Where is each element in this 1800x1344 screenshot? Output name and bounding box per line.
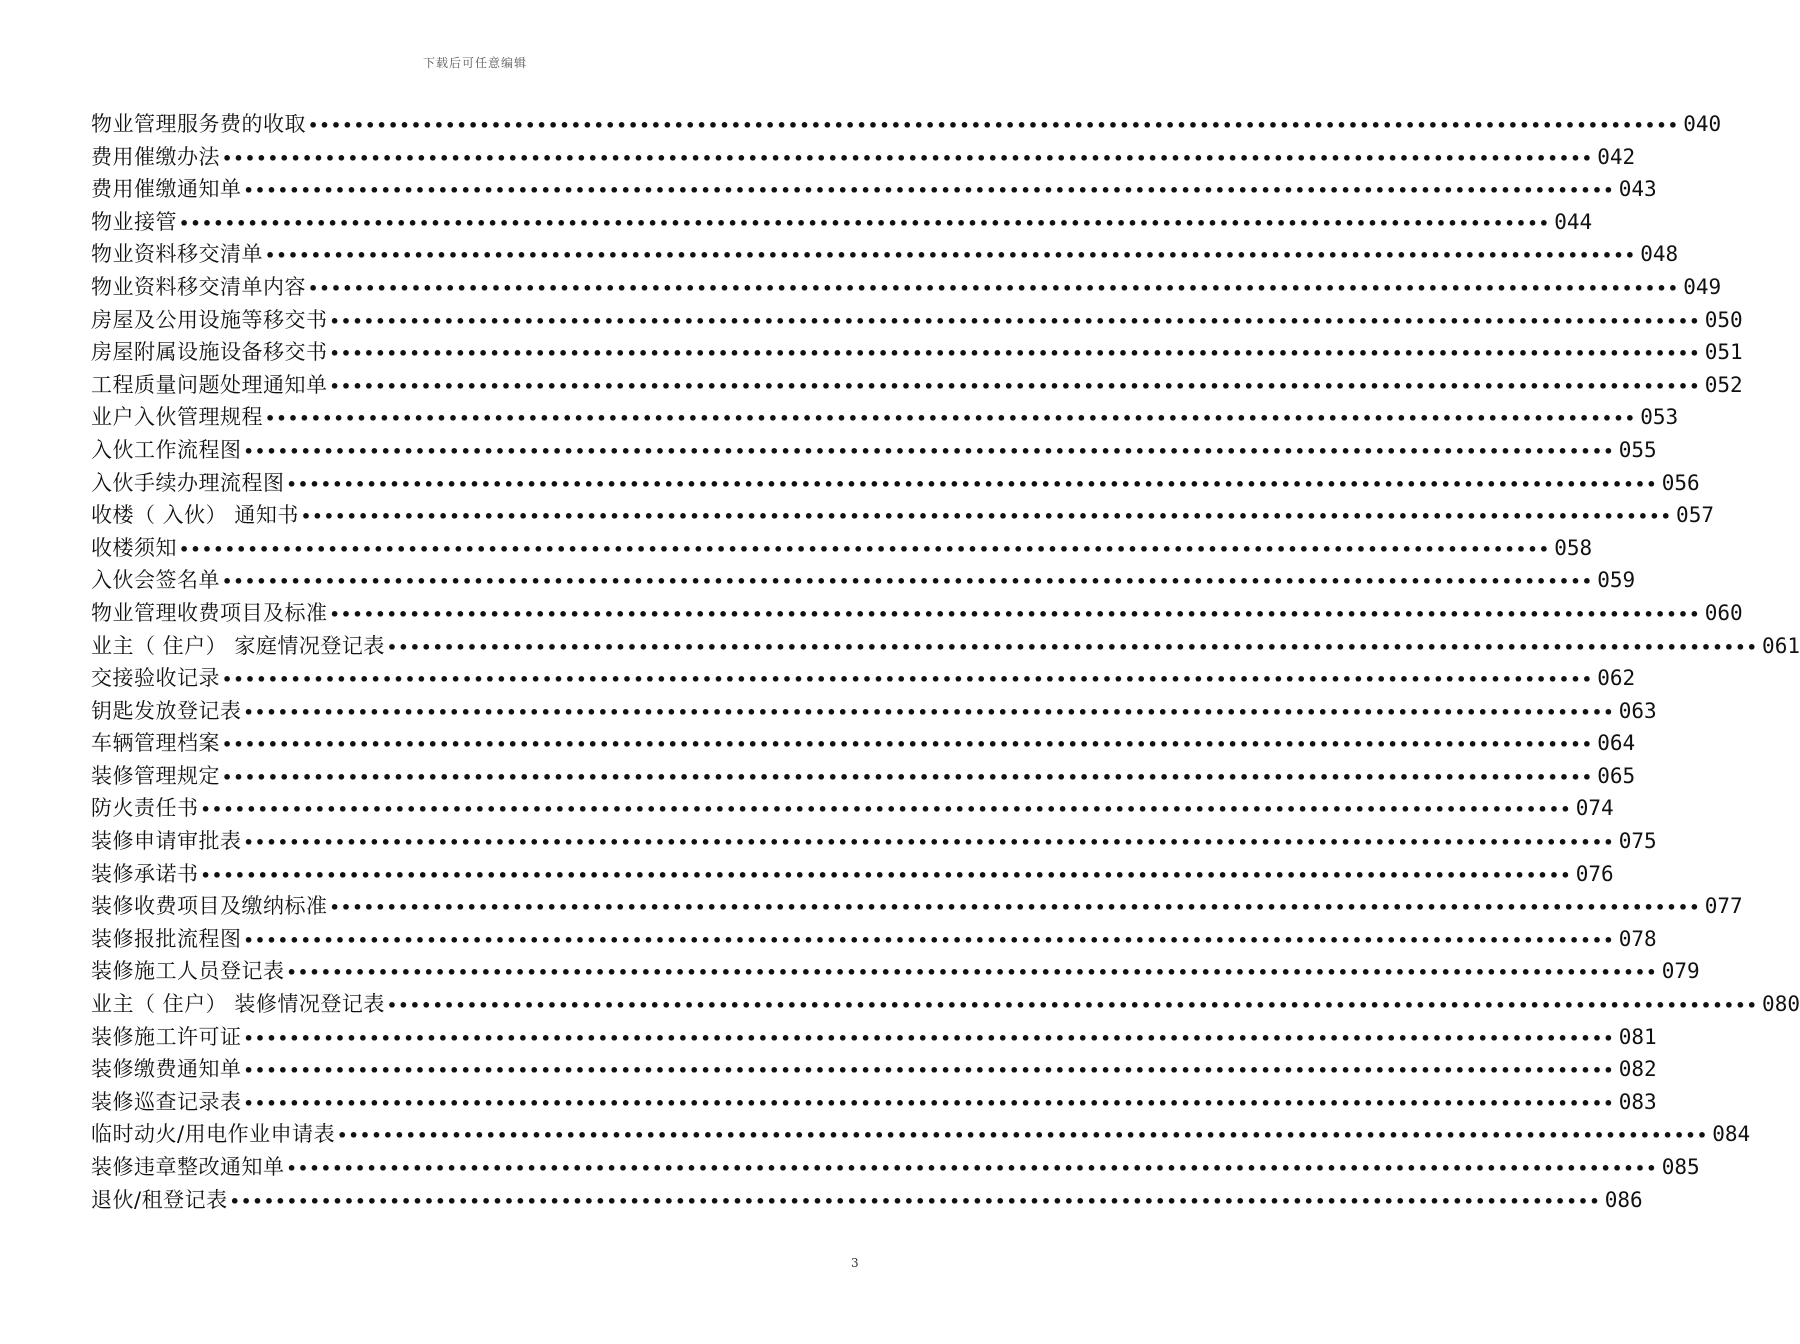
toc-entry [91,695,1657,728]
toc-entry-page: 042 [1597,144,1636,169]
toc-entry [91,597,1743,630]
toc-entry-page: 051 [1704,340,1743,365]
toc-entry-page: 056 [1661,470,1700,495]
toc-entry [91,434,1657,467]
toc-entry [91,858,1614,891]
toc-entry-page: 086 [1604,1187,1643,1212]
toc-entry [91,1151,1700,1184]
toc-dot-leader: •••••••••••••••••••••••••••••••••••••••••••••••••••••••••••••••••••••••••••••••••••••••••••••••••••••••••••••••••••••••• [243,1028,1615,1048]
toc-dot-leader: •••••••••••••••••••••••••••••••••••••••••••••••••••••••••••••••••••••••••••••••••••••••••••••••••••••••••••••••••••••••• [329,898,1701,918]
toc-entry-page: 043 [1618,177,1657,202]
toc-entry [91,1086,1657,1119]
toc-entry-page: 057 [1676,503,1714,528]
toc-entry-title: 装修收费项目及缴纳标准 [91,894,328,919]
toc-dot-leader: •••••••••••••••••••••••••••••••••••••••••••••••••••••••••••••••••••••••••••••••••••••••••••••••••••••••••••••••••••••••• [243,1061,1615,1081]
toc-entry-title: 装修施工许可证 [91,1024,242,1049]
toc-entry-title: 物业管理收费项目及标准 [91,600,328,625]
toc-entry-page: 053 [1640,405,1679,430]
toc-entry-title: 装修承诺书 [91,861,199,886]
toc-entry [91,955,1700,988]
toc-entry-title: 入伙会签名单 [91,568,220,593]
toc-dot-leader: •••••••••••••••••••••••••••••••••••••••••••••••••••••••••••••••••••••••••••••••••••••••••••••••••••••••••••••••••••••••• [200,865,1572,885]
toc-entry-title: 工程质量问题处理通知单 [91,372,328,397]
toc-entry [91,988,1800,1021]
toc-entry-title: 入伙手续办理流程图 [91,470,285,495]
toc-entry-title: 防火责任书 [91,796,199,821]
toc-entry-title: 房屋及公用设施等移交书 [91,307,328,332]
toc-entry [91,564,1636,597]
toc-entry [91,1021,1657,1054]
toc-entry [91,336,1743,369]
toc-dot-leader: •••••••••••••••••••••••••••••••••••••••••••••••••••••••••••••••••••••••••••••••••••••••••••••••••••••••••••••••••••••••• [243,702,1615,722]
toc-entry-title: 交接验收记录 [91,666,220,691]
toc-entry-title: 物业资料移交清单内容 [91,274,306,299]
toc-entry-title: 装修巡查记录表 [91,1089,242,1114]
toc-entry [91,1118,1751,1151]
toc-entry-title: 业主（ 住户） 装修情况登记表 [91,992,385,1017]
toc-entry-title: 物业管理服务费的收取 [91,112,306,136]
toc-entry [91,173,1657,206]
toc-entry-page: 077 [1704,894,1743,919]
toc-entry [91,238,1679,271]
toc-dot-leader: •••••••••••••••••••••••••••••••••••••••••••••••••••••••••••••••••••••••••••••••••••••••••••••••••••••••••••••••••••••••• [308,278,1680,298]
toc-entry-page: 078 [1618,926,1657,951]
toc-dot-leader: •••••••••••••••••••••••••••••••••••••••••••••••••••••••••••••••••••••••••••••••••••••••••••••••••••••••••••••••••••••••• [229,1191,1601,1211]
toc-entry-title: 业户入伙管理规程 [91,405,263,430]
toc-dot-leader: •••••••••••••••••••••••••••••••••••••••••••••••••••••••••••••••••••••••••••••••••••••••••••••••••••••••••••••••••••••••• [243,181,1615,201]
toc-dot-leader: •••••••••••••••••••••••••••••••••••••••••••••••••••••••••••••••••••••••••••••••••••••••••••••••••••••••••••••••••••••••• [300,507,1673,527]
toc-entry-page: 052 [1704,372,1743,397]
toc-entry-page: 079 [1661,959,1700,984]
toc-entry-page: 085 [1661,1155,1700,1179]
toc-entry [91,206,1593,239]
toc-dot-leader: •••••••••••••••••••••••••••••••••••••••••••••••••••••••••••••••••••••••••••••••••••••••••••••••••••••••••••••••••••••••• [265,246,1637,266]
toc-entry [91,760,1636,793]
toc-entry-page: 083 [1618,1089,1657,1114]
toc-dot-leader: •••••••••••••••••••••••••••••••••••••••••••••••••••••••••••••••••••••••••••••••••••••••••••••••••••••••••••••••••••••••• [222,670,1594,690]
toc-entry-page: 081 [1618,1024,1657,1049]
toc-entry-page: 064 [1597,731,1636,756]
toc-dot-leader: •••••••••••••••••••••••••••••••••••••••••••••••••••••••••••••••••••••••••••••••••••••••••••••••••••••••••••••••••••••••• [286,1159,1658,1178]
toc-entry-title: 装修报批流程图 [91,926,242,951]
toc-entry-page: 040 [1683,112,1722,136]
toc-entry [91,1184,1643,1217]
toc-entry-page: 061 [1762,633,1800,658]
toc-entry-page: 058 [1554,535,1593,560]
toc-entry-title: 退伙/租登记表 [91,1187,228,1212]
toc-entry-page: 074 [1575,796,1614,821]
toc-dot-leader: •••••••••••••••••••••••••••••••••••••••••••••••••••••••••••••••••••••••••••••••••••••••••••••••••••••••••••••••••••••••• [308,116,1680,135]
toc-entry [91,108,1722,141]
toc-entry-page: 065 [1597,763,1636,788]
toc-entry-title: 费用催缴办法 [91,144,220,169]
toc-entry-title: 装修缴费通知单 [91,1057,242,1082]
toc-dot-leader: •••••••••••••••••••••••••••••••••••••••••••••••••••••••••••••••••••••••••••••••••••••••••••••••••••••••••••••••••••••••• [329,376,1701,396]
toc-entry-title: 物业接管 [91,209,177,234]
toc-entry-title: 车辆管理档案 [91,731,220,756]
toc-entry [91,369,1743,402]
toc-entry-title: 入伙工作流程图 [91,437,242,462]
toc-entry-title: 钥匙发放登记表 [91,698,242,723]
toc-entry-title: 业主（ 住户） 家庭情况登记表 [91,633,385,658]
toc-entry [91,271,1722,304]
toc-entry-page: 080 [1762,992,1800,1017]
toc-dot-leader: •••••••••••••••••••••••••••••••••••••••••••••••••••••••••••••••••••••••••••••••••••••••••••••••••••••••••••••••••••••••• [386,996,1759,1016]
toc-entry [91,630,1800,663]
table-of-contents [91,108,1800,1216]
toc-entry-page: 048 [1640,242,1679,267]
toc-dot-leader: •••••••••••••••••••••••••••••••••••••••••••••••••••••••••••••••••••••••••••••••••••••••••••••••••••••••••••••••••••••••• [243,833,1615,853]
toc-entry [91,499,1714,532]
toc-entry [91,890,1743,923]
toc-entry [91,401,1679,434]
toc-entry-page: 075 [1618,829,1657,854]
toc-entry-page: 084 [1712,1122,1751,1147]
toc-entry-page: 082 [1618,1057,1657,1082]
toc-dot-leader: •••••••••••••••••••••••••••••••••••••••••••••••••••••••••••••••••••••••••••••••••••••••••••••••••••••••••••••••••••••••• [222,572,1594,592]
toc-entry-page: 049 [1683,274,1722,299]
page-header: 下载后可任意编辑 [422,56,527,70]
toc-entry [91,141,1636,174]
toc-dot-leader: •••••••••••••••••••••••••••••••••••••••••••••••••••••••••••••••••••••••••••••••••••••••••••••••••••••••••••••••••••••••• [329,311,1701,331]
toc-dot-leader: •••••••••••••••••••••••••••••••••••••••••••••••••••••••••••••••••••••••••••••••••••••••••••••••••••••••••••••••••••••••• [222,148,1594,168]
toc-dot-leader: •••••••••••••••••••••••••••••••••••••••••••••••••••••••••••••••••••••••••••••••••••••••••••••••••••••••••••••••••••••••• [329,344,1701,364]
toc-entry-page: 062 [1597,666,1636,691]
toc-entry-title: 房屋附属设施设备移交书 [91,340,328,365]
toc-entry-page: 076 [1575,861,1614,886]
toc-dot-leader: •••••••••••••••••••••••••••••••••••••••••••••••••••••••••••••••••••••••••••••••••••••••••••••••••••••••••••••••••••••••• [286,963,1658,983]
toc-dot-leader: •••••••••••••••••••••••••••••••••••••••••••••••••••••••••••••••••••••••••••••••••••••••••••••••••••••••••••••••••••••••• [286,474,1658,494]
toc-entry [91,825,1657,858]
toc-entry [91,532,1593,565]
toc-entry-title: 装修管理规定 [91,763,220,788]
toc-entry [91,1053,1657,1086]
toc-entry-page: 050 [1704,307,1743,332]
toc-entry [91,923,1657,956]
toc-dot-leader: •••••••••••••••••••••••••••••••••••••••••••••••••••••••••••••••••••••••••••••••••••••••••••••••••••••••••••••••••••••••• [243,930,1615,950]
toc-dot-leader: •••••••••••••••••••••••••••••••••••••••••••••••••••••••••••••••••••••••••••••••••••••••••••••••••••••••••••••••••••••••• [179,213,1551,233]
page-number: 3 [851,1256,859,1270]
toc-entry [91,467,1700,500]
toc-dot-leader: •••••••••••••••••••••••••••••••••••••••••••••••••••••••••••••••••••••••••••••••••••••••••••••••••••••••••••••••••••••••• [222,735,1594,755]
toc-dot-leader: •••••••••••••••••••••••••••••••••••••••••••••••••••••••••••••••••••••••••••••••••••••••••••••••••••••••••••••••••••••••• [265,409,1637,429]
toc-entry-title: 收楼须知 [91,535,177,560]
toc-entry-page: 063 [1618,698,1657,723]
toc-entry-title: 装修施工人员登记表 [91,959,285,984]
toc-dot-leader: •••••••••••••••••••••••••••••••••••••••••••••••••••••••••••••••••••••••••••••••••••••••••••••••••••••••••••••••••••••••• [386,637,1759,657]
toc-entry-title: 装修违章整改通知单 [91,1155,285,1179]
toc-dot-leader: •••••••••••••••••••••••••••••••••••••••••••••••••••••••••••••••••••••••••••••••••••••••••••••••••••••••••••••••••••••••• [329,604,1701,624]
toc-entry-title: 收楼（ 入伙） 通知书 [91,503,299,528]
toc-entry-title: 费用催缴通知单 [91,177,242,202]
toc-entry [91,727,1636,760]
toc-entry [91,662,1636,695]
toc-dot-leader: •••••••••••••••••••••••••••••••••••••••••••••••••••••••••••••••••••••••••••••••••••••••••••••••••••••••••••••••••••••••• [337,1126,1709,1146]
toc-entry-title: 装修申请审批表 [91,829,242,854]
toc-entry-page: 055 [1618,437,1657,462]
toc-entry-title: 临时动火/用电作业申请表 [91,1122,336,1147]
toc-entry-page: 060 [1704,600,1743,625]
toc-entry [91,792,1614,825]
toc-entry-title: 物业资料移交清单 [91,242,263,267]
toc-dot-leader: •••••••••••••••••••••••••••••••••••••••••••••••••••••••••••••••••••••••••••••••••••••••••••••••••••••••••••••••••••••••• [243,1093,1615,1113]
toc-entry-page: 059 [1597,568,1636,593]
toc-dot-leader: •••••••••••••••••••••••••••••••••••••••••••••••••••••••••••••••••••••••••••••••••••••••••••••••••••••••••••••••••••••••• [200,800,1572,820]
toc-dot-leader: •••••••••••••••••••••••••••••••••••••••••••••••••••••••••••••••••••••••••••••••••••••••••••••••••••••••••••••••••••••••• [243,441,1615,461]
toc-entry-page: 044 [1554,209,1593,234]
toc-dot-leader: •••••••••••••••••••••••••••••••••••••••••••••••••••••••••••••••••••••••••••••••••••••••••••••••••••••••••••••••••••••••• [179,539,1551,559]
toc-dot-leader: •••••••••••••••••••••••••••••••••••••••••••••••••••••••••••••••••••••••••••••••••••••••••••••••••••••••••••••••••••••••• [222,767,1594,787]
toc-entry [91,304,1743,337]
